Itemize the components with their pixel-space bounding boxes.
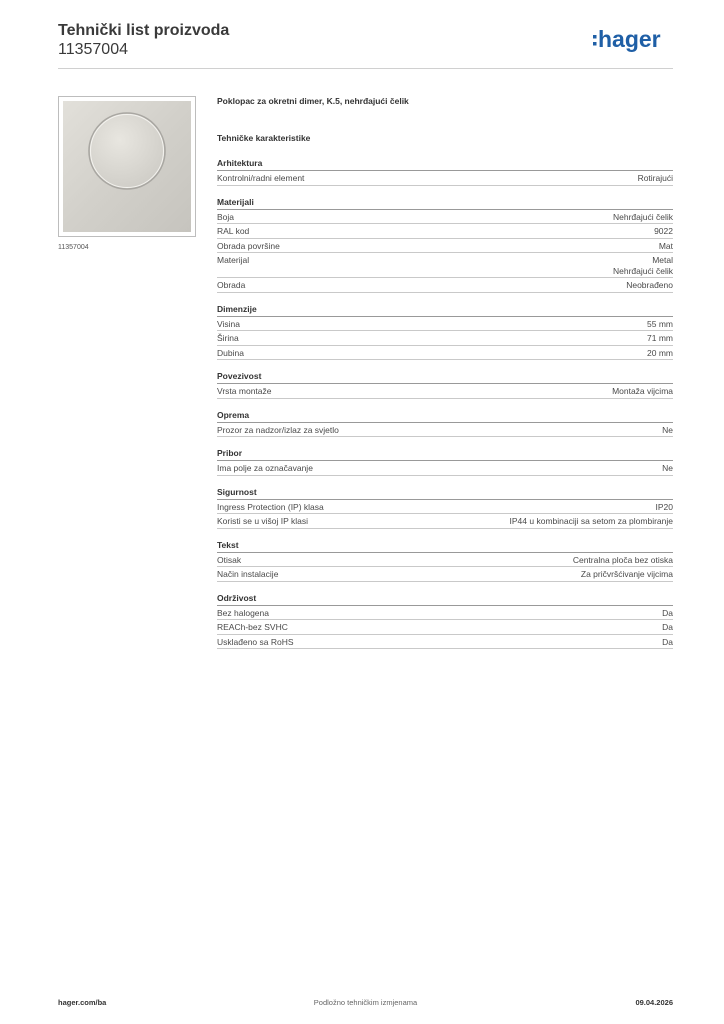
footer-note: Podložno tehničkim izmjenama: [313, 998, 418, 1007]
document-title: Tehnički list proizvoda: [58, 22, 230, 39]
spec-row: [217, 620, 673, 635]
product-name: Poklopac za okretni dimer, K.5, nehrđajući čelik: [217, 96, 409, 106]
spec-label: Vrsta montaže: [217, 386, 272, 396]
spec-group-title: Pribor: [217, 448, 673, 461]
spec-label: REACh-bez SVHC: [217, 622, 288, 632]
spec-group: [217, 371, 673, 399]
spec-row: [217, 210, 673, 225]
section-title: Tehničke karakteristike: [217, 133, 311, 143]
spec-label: Boja: [217, 211, 235, 222]
product-image: [58, 96, 196, 237]
spec-label: Širina: [217, 333, 239, 343]
spec-row: [217, 317, 673, 332]
spec-groups: [217, 158, 673, 649]
spec-row: [217, 278, 673, 293]
spec-label: Otisak: [217, 554, 242, 565]
page-header: [58, 20, 673, 68]
spec-label: Koristi se u višoj IP klasi: [217, 516, 309, 526]
spec-label: Prozor za nadzor/izlaz za svjetlo: [217, 424, 339, 435]
spec-value-line: Da: [662, 622, 673, 632]
spec-group-title: Arhitektura: [217, 158, 673, 171]
spec-label: Materijal: [217, 255, 250, 265]
dimmer-cover-picture: [59, 97, 195, 236]
document-code: 11357004: [58, 41, 128, 58]
spec-value: [278, 569, 673, 580]
spec-group: [217, 410, 673, 438]
spec-group-title: Materijali: [217, 197, 673, 210]
spec-label: Način instalacije: [217, 569, 279, 579]
spec-group: [217, 158, 673, 186]
spec-value-line: Za pričvršćivanje vijcima: [580, 569, 673, 579]
spec-value-line: Neobrađeno: [626, 280, 673, 290]
spec-row: [217, 423, 673, 438]
spec-label: Ingress Protection (IP) klasa: [217, 501, 324, 512]
spec-label: Usklađeno sa RoHS: [217, 636, 294, 647]
spec-value: [308, 516, 673, 527]
spec-value-line: Ne: [662, 463, 673, 473]
spec-value-line: Metal: [652, 255, 673, 265]
spec-row: [217, 239, 673, 254]
spec-value: [304, 173, 673, 184]
spec-group: [217, 540, 673, 582]
spec-value-line: 71 mm: [647, 333, 673, 343]
spec-group: [217, 448, 673, 476]
spec-value-line: Nehrđajući čelik: [613, 265, 673, 276]
spec-value-line: Da: [662, 636, 673, 647]
spec-label: Obrada površine: [217, 240, 280, 251]
footer-date: 09.04.2026: [635, 998, 673, 1007]
spec-value: [245, 280, 673, 291]
spec-value: [234, 212, 673, 223]
spec-value: [269, 608, 673, 619]
hager-logo: [593, 24, 673, 56]
spec-row: [217, 331, 673, 346]
spec-label: Visina: [217, 318, 240, 329]
spec-value-line: IP44 u kombinaciji sa setom za plombiranje: [509, 516, 673, 526]
spec-group-title: Sigurnost: [217, 487, 673, 500]
spec-group-title: Dimenzije: [217, 304, 673, 317]
spec-value: [272, 386, 674, 397]
spec-group-title: Oprema: [217, 410, 673, 423]
spec-value-line: Rotirajući: [637, 173, 673, 183]
spec-value-line: Ne: [662, 424, 673, 435]
spec-group-title: Održivost: [217, 593, 673, 606]
spec-value-line: 9022: [654, 226, 673, 236]
spec-value: [241, 555, 673, 566]
spec-value: [294, 637, 673, 648]
spec-row: [217, 500, 673, 515]
spec-group: [217, 593, 673, 650]
spec-label: Obrada: [217, 280, 246, 290]
spec-value: [240, 319, 673, 330]
spec-row: [217, 553, 673, 568]
spec-value: [339, 425, 673, 436]
page-footer: [58, 998, 673, 1010]
spec-label: Bez halogena: [217, 607, 269, 618]
spec-value-line: 55 mm: [647, 318, 673, 329]
spec-value: [313, 463, 673, 474]
spec-row: [217, 384, 673, 399]
spec-label: Dubina: [217, 347, 244, 358]
spec-group-title: Povezivost: [217, 371, 673, 384]
spec-row: [217, 606, 673, 621]
spec-value: [249, 255, 673, 276]
spec-row: [217, 171, 673, 186]
spec-row: [217, 224, 673, 239]
spec-value: [324, 502, 673, 513]
logo-text: hager: [598, 26, 661, 52]
footer-website: hager.com/ba: [58, 998, 107, 1007]
spec-row: [217, 635, 673, 650]
spec-value-line: 20 mm: [647, 347, 673, 358]
spec-group: [217, 197, 673, 293]
spec-row: [217, 346, 673, 361]
spec-content: [217, 96, 673, 660]
spec-value: [249, 226, 673, 237]
spec-value: [244, 348, 673, 359]
spec-label: Kontrolni/radni element: [217, 173, 305, 183]
spec-value-line: Centralna ploča bez otiska: [572, 554, 673, 565]
spec-label: RAL kod: [217, 226, 250, 236]
spec-group: [217, 487, 673, 529]
spec-value-line: IP20: [655, 501, 673, 512]
spec-row: [217, 253, 673, 278]
spec-label: Ima polje za označavanje: [217, 463, 313, 473]
spec-row: [217, 514, 673, 529]
spec-value-line: Da: [662, 607, 673, 618]
spec-value: [280, 241, 673, 252]
spec-row: [217, 567, 673, 582]
header-divider: [58, 68, 673, 69]
spec-group-title: Tekst: [217, 540, 673, 553]
spec-value-line: Montaža vijcima: [612, 386, 673, 396]
product-image-caption: 11357004: [58, 244, 89, 251]
spec-value-line: Nehrđajući čelik: [613, 211, 673, 222]
spec-row: [217, 461, 673, 476]
spec-group: [217, 304, 673, 361]
spec-value: [288, 622, 673, 633]
spec-value-line: Mat: [658, 240, 673, 251]
spec-value: [239, 333, 673, 344]
